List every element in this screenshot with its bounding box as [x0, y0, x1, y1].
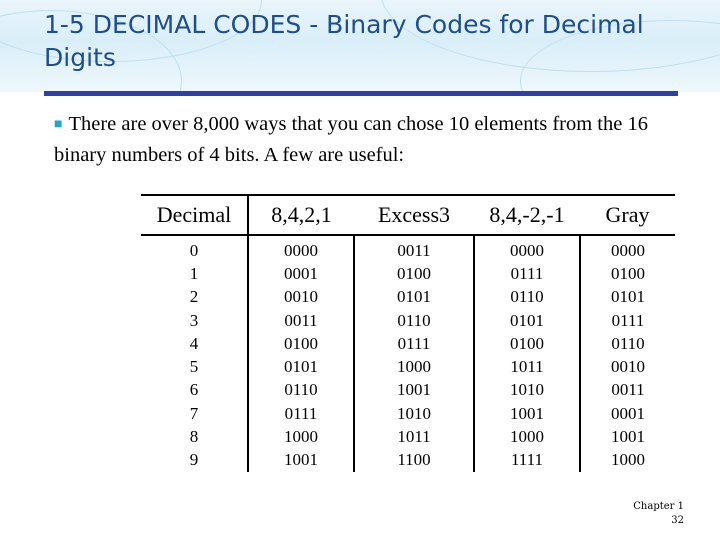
table-cell: 6	[141, 379, 248, 402]
table-cell: 0001	[248, 262, 354, 285]
square-bullet-icon: ■	[54, 117, 63, 132]
table-cell: 4	[141, 332, 248, 355]
bullet-text: There are over 8,000 ways that you can chose 10 elements from the 16 binary numbers of 4 bits. A few are useful:	[54, 113, 648, 166]
table-cell: 0111	[354, 332, 474, 355]
table-row	[141, 425, 675, 448]
table-cell: 1100	[354, 449, 474, 472]
table-cell: 1	[141, 262, 248, 285]
table-row	[141, 355, 675, 378]
table-cell: 1010	[354, 402, 474, 425]
table-row	[141, 379, 675, 402]
table-cell: 1010	[474, 379, 580, 402]
header-8421: 8,4,2,1	[248, 195, 354, 235]
table-cell: 0001	[611, 403, 645, 423]
table-cell: 0	[141, 235, 248, 262]
table-row	[141, 332, 675, 355]
table-cell: 0000	[248, 235, 354, 262]
table-cell: 1000	[248, 425, 354, 448]
table-cell: 7	[141, 402, 248, 425]
table-cell: 1001	[611, 427, 645, 447]
table-row	[141, 402, 675, 425]
table-cell: 1001	[354, 379, 474, 402]
slide-title: 1-5 DECIMAL CODES - Binary Codes for Decimal Digits	[44, 10, 644, 72]
table-cell: 0101	[248, 355, 354, 378]
table-cell: 1111	[474, 449, 580, 472]
table-cell: 0111	[248, 402, 354, 425]
table-cell: 1011	[354, 425, 474, 448]
table-cell: 0110	[248, 379, 354, 402]
table-cell: 0111	[474, 262, 580, 285]
title-underline	[44, 91, 678, 96]
table-cell: 0010	[248, 286, 354, 309]
table-row	[141, 262, 675, 285]
header-decimal: Decimal	[141, 195, 248, 235]
table-cell: 1000	[354, 355, 474, 378]
table-cell: 0111	[611, 310, 645, 330]
bullet-paragraph	[54, 110, 694, 169]
table-row	[141, 286, 675, 309]
header-84-2-1: 8,4,-2,-1	[474, 195, 580, 235]
table-cell: 3	[141, 309, 248, 332]
table-cell: 8	[141, 425, 248, 448]
table-row	[141, 309, 675, 332]
table-cell: 0000	[474, 235, 580, 262]
header-excess3: Excess3	[354, 195, 474, 235]
table-cell: 0110	[474, 286, 580, 309]
table-cell: 2	[141, 286, 248, 309]
table-cell: 0100	[474, 332, 580, 355]
table-cell: 9	[141, 449, 248, 472]
table-cell: 0110	[354, 309, 474, 332]
table-cell: 0100	[611, 263, 645, 283]
table-cell: 1001	[248, 449, 354, 472]
decimal-codes-table	[141, 194, 675, 472]
page-number: 32	[671, 515, 684, 526]
table-cell: 0000	[611, 240, 645, 260]
table-cell: 0011	[611, 380, 645, 400]
table-cell: 0011	[354, 235, 474, 262]
table-cell: 1000	[474, 425, 580, 448]
table-cell: 0110	[611, 333, 645, 353]
header-gray: Gray	[580, 195, 675, 235]
table-cell: 0011	[248, 309, 354, 332]
chapter-label: Chapter 1	[633, 501, 684, 512]
table-cell: 1011	[474, 355, 580, 378]
table-cell: 0010	[611, 357, 645, 377]
table-cell: 5	[141, 355, 248, 378]
table-cell: 0101	[611, 287, 645, 307]
table-cell: 0100	[354, 262, 474, 285]
table-header-row	[141, 195, 675, 235]
table-cell: 0101	[354, 286, 474, 309]
table-cell: 1001	[474, 402, 580, 425]
table-cell: 0100	[248, 332, 354, 355]
slide-footer	[633, 500, 684, 528]
table-row	[141, 235, 675, 262]
table-cell: 0101	[474, 309, 580, 332]
table-row	[141, 449, 675, 472]
table-cell: 1000	[611, 450, 645, 470]
